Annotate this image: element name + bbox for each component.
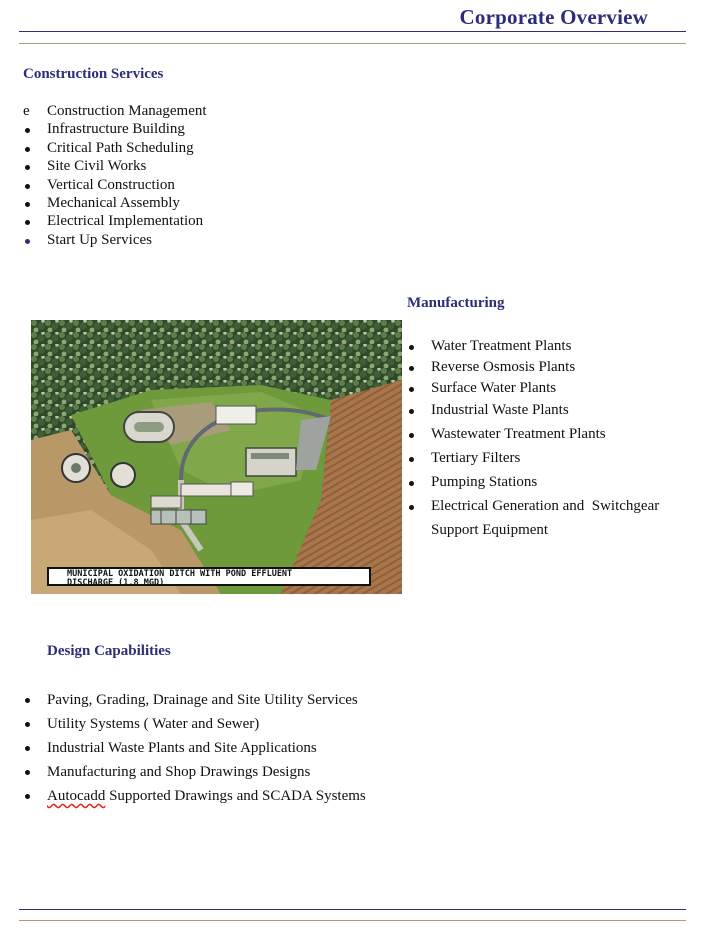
header-rule-blue [19,31,686,32]
list-item [407,336,659,357]
manufacturing-list [407,336,659,544]
list-item [23,688,366,712]
list-item [23,120,207,138]
list-item [23,157,207,175]
misspelled-word: Autocadd [47,788,106,804]
list-item [23,712,366,736]
bullet-icon [25,770,30,775]
list-item-label: Critical Path Scheduling [47,139,194,156]
list-item-label: Mechanical Assembly [47,194,180,211]
list-item-label: Electrical Generation and Switchgear [431,498,660,514]
bullet-icon [409,481,414,486]
bullet-icon [25,184,30,189]
list-item-label: Vertical Construction [47,176,175,193]
construction-services-list [23,102,207,249]
bullet-icon [25,147,30,152]
bullet-icon [409,457,414,462]
list-item-label: Paving, Grading, Drainage and Site Utility Services [47,692,358,708]
list-item [23,784,366,808]
aerial-photo [31,320,402,594]
list-item [407,472,659,496]
photo-caption-line1: MUNICIPAL OXIDATION DITCH WITH POND EFFLUENT [67,569,293,579]
construction-services-heading: Construction Services [23,66,164,82]
bullet-icon [25,128,30,133]
list-item [23,139,207,157]
list-item [407,496,659,520]
list-item-label: Infrastructure Building [47,121,185,138]
list-item-label: Supported Drawings and SCADA Systems [105,788,366,804]
list-item-label: Water Treatment Plants [431,338,572,354]
bullet-icon [25,698,30,703]
list-item-label: Construction Management [47,103,207,119]
bullet-icon [409,387,414,392]
list-item-label: Wastewater Treatment Plants [431,426,606,442]
list-item-label: Surface Water Plants [431,380,557,396]
bullet-icon [25,746,30,751]
bullet-glyph: e [23,103,30,119]
bullet-icon [409,505,414,510]
list-item-label: Site Civil Works [47,158,147,175]
design-capabilities-list [23,688,366,808]
manufacturing-heading: Manufacturing [407,295,505,311]
list-item-label: Reverse Osmosis Plants [431,359,576,375]
list-item-label: Industrial Waste Plants [431,402,569,418]
aerial-photo-drawing [31,320,402,594]
footer-rule-blue [19,909,686,910]
page-title: Corporate Overview [459,5,648,29]
bullet-icon [25,794,30,799]
list-item [407,400,659,424]
list-item-label: Start Up Services [47,231,152,248]
list-item-label: Support Equipment [431,522,549,538]
list-item-label: Industrial Waste Plants and Site Applications [47,740,317,756]
list-item [407,448,659,472]
list-item [407,357,659,378]
photo-caption-line2: DISCHARGE (1.8 MGD) [67,577,165,588]
design-capabilities-heading: Design Capabilities [47,643,171,659]
footer-rule-tan [19,920,686,921]
header-rule-tan [19,43,686,44]
bullet-icon [25,722,30,727]
list-item [23,194,207,212]
bullet-icon [25,220,30,225]
list-item [407,424,659,448]
list-item [23,760,366,784]
bullet-icon [409,409,414,414]
list-item [23,736,366,760]
list-item-label: Utility Systems ( Water and Sewer) [47,716,260,732]
list-item-label: Manufacturing and Shop Drawings Designs [47,764,311,780]
list-item [23,176,207,194]
list-item-label: Electrical Implementation [47,213,204,230]
bullet-icon [25,165,30,170]
bullet-icon [409,366,414,371]
list-item [23,231,207,249]
list-item-label: Pumping Stations [431,474,538,490]
bullet-icon [409,345,414,350]
photo-caption [47,567,371,586]
list-item [407,378,659,400]
bullet-icon [409,433,414,438]
bullet-icon [25,239,30,244]
bullet-icon [25,202,30,207]
list-item-continuation [407,520,659,544]
list-item [23,102,207,120]
list-item [23,212,207,230]
list-item-label: Tertiary Filters [431,450,521,466]
